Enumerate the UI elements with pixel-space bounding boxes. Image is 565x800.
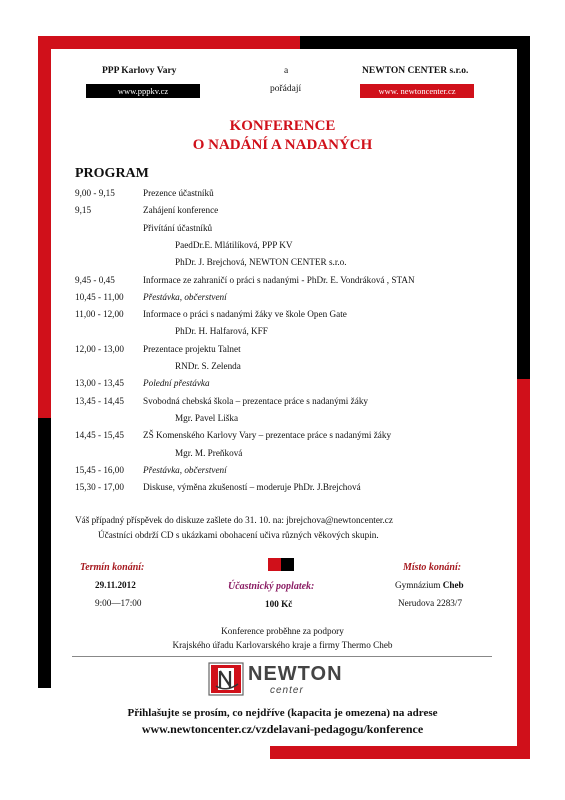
program-row-desc: Prezentace projektu Talnet (143, 343, 241, 354)
place-label: Místo konání: (403, 562, 462, 573)
program-row (75, 342, 505, 356)
program-row (75, 221, 505, 235)
time-value: 9:00—17:00 (95, 598, 142, 608)
newton-logo-icon (208, 662, 244, 696)
program-row-desc: Přestávka, občerstvení (143, 464, 227, 475)
program-row-time: 9,00 - 9,15 (75, 188, 115, 198)
program-row-time: 13,45 - 14,45 (75, 395, 124, 406)
divider (72, 656, 492, 657)
date-label: Termín konání: (80, 562, 145, 573)
program-row (75, 238, 505, 252)
program-row-desc: Zahájení konference (143, 205, 219, 216)
program-row-desc: Přivítání účastníků (143, 222, 213, 233)
header-left-name: PPP Karlovy Vary (102, 66, 177, 76)
program-row-desc: Informace o práci s nadanými žáky ve škole Open Gate (143, 309, 347, 320)
program-row-desc: RNDr. S. Zelenda (175, 361, 241, 371)
small-black-square (281, 558, 294, 571)
program-row-desc: Diskuse, výměna zkušeností – moderuje PhDr. J.Brejchová (143, 482, 361, 493)
footer-line-1: Přihlašujte se prosím, co nejdříve (kapacita je omezena) na adrese (127, 707, 438, 719)
program-row (75, 394, 505, 408)
place-value (395, 580, 464, 590)
frame-red-left (38, 36, 51, 418)
support-line-2: Krajského úřadu Karlovarského kraje a firmy Thermo Cheb (172, 640, 393, 650)
frame-red-right-lower (517, 379, 530, 759)
header-right-name: NEWTON CENTER s.r.o. (362, 66, 469, 76)
header-right-url[interactable]: www. newtoncenter.cz (360, 84, 474, 98)
program-row-time: 10,45 - 11,00 (75, 291, 124, 302)
note-submission: Váš případný příspěvek do diskuze zašlete do 31. 10. na: jbrejchova@newtoncenter.cz (75, 515, 393, 525)
frame-red-top (38, 36, 300, 49)
program-row-desc: PhDr. J. Brejchová, NEWTON CENTER s.r.o. (175, 257, 347, 268)
logo-sub: center (270, 685, 304, 696)
program-row (75, 411, 505, 425)
header-connector-2: pořádají (270, 84, 302, 94)
program-row-desc: PaedDr.E. Mlátilíková, PPP KV (175, 239, 293, 250)
support-line-1: Konference proběhne za podpory (221, 626, 344, 636)
place-address: Nerudova 2283/7 (398, 598, 463, 608)
program-row (75, 203, 505, 217)
program-row (75, 446, 505, 460)
program-row-desc: Mgr. Pavel Liška (175, 412, 239, 423)
newton-logo (208, 662, 358, 698)
program-row (75, 273, 505, 287)
program-row-desc: Přestávka, občerstvení (143, 291, 227, 302)
program-row-time: 13,00 - 13,45 (75, 378, 124, 389)
small-red-square (268, 558, 281, 571)
program-row-desc: PhDr. H. Halfarová, KFF (175, 326, 268, 337)
place-value-prefix: Gymnázium (395, 580, 443, 590)
frame-black-top (300, 36, 530, 49)
program-row-time: 14,45 - 15,45 (75, 430, 124, 441)
program-row-time: 15,45 - 16,00 (75, 464, 124, 475)
program-row-desc: Prezence účastníků (143, 188, 214, 198)
program-row-time: 12,00 - 13,00 (75, 343, 124, 354)
frame-black-right (517, 36, 530, 379)
program-row-desc: Mgr. M. Preňková (175, 447, 243, 458)
program-row-desc: ZŠ Komenského Karlovy Vary – prezentace práce s nadanými žáky (143, 430, 392, 441)
program-row-desc: Svobodná chebská škola – prezentace práce s nadanými žáky (143, 395, 369, 406)
program-row (75, 376, 505, 390)
program-row-time: 9,15 (75, 205, 92, 216)
program-row (75, 186, 505, 200)
program-row-time: 9,45 - 0,45 (75, 274, 115, 285)
fee-label: Účastnický poplatek: (228, 581, 315, 592)
program-row-time: 15,30 - 17,00 (75, 482, 124, 493)
footer-url[interactable]: www.newtoncenter.cz/vzdelavani-pedagogu/konference (141, 722, 424, 736)
title-line-1: KONFERENCE (229, 118, 336, 134)
program-row (75, 359, 505, 373)
program-row-time: 11,00 - 12,00 (75, 309, 124, 320)
note-cd: Účastníci obdrží CD s ukázkami obohacení učiva různých věkových skupin. (98, 530, 379, 540)
program-row (75, 428, 505, 442)
title-line-2: O NADÁNÍ A NADANÝCH (192, 137, 373, 153)
logo-word: NEWTON (248, 663, 343, 685)
header-left-url[interactable]: www.pppkv.cz (86, 84, 200, 98)
frame-red-bottom (270, 746, 530, 759)
program-row-desc: Polední přestávka (143, 378, 210, 389)
program-row (75, 324, 505, 338)
program-row-desc: Informace ze zahraničí o práci s nadanými - PhDr. E. Vondráková , STAN (143, 274, 415, 285)
header-connector: a (284, 66, 289, 76)
program-heading: PROGRAM (75, 166, 149, 181)
program-row (75, 255, 505, 269)
place-value-bold: Cheb (442, 580, 464, 590)
program-row (75, 480, 505, 494)
program-row (75, 463, 505, 477)
program-row (75, 307, 505, 321)
program-row (75, 290, 505, 304)
fee-value: 100 Kč (265, 599, 293, 609)
date-value: 29.11.2012 (95, 580, 136, 590)
